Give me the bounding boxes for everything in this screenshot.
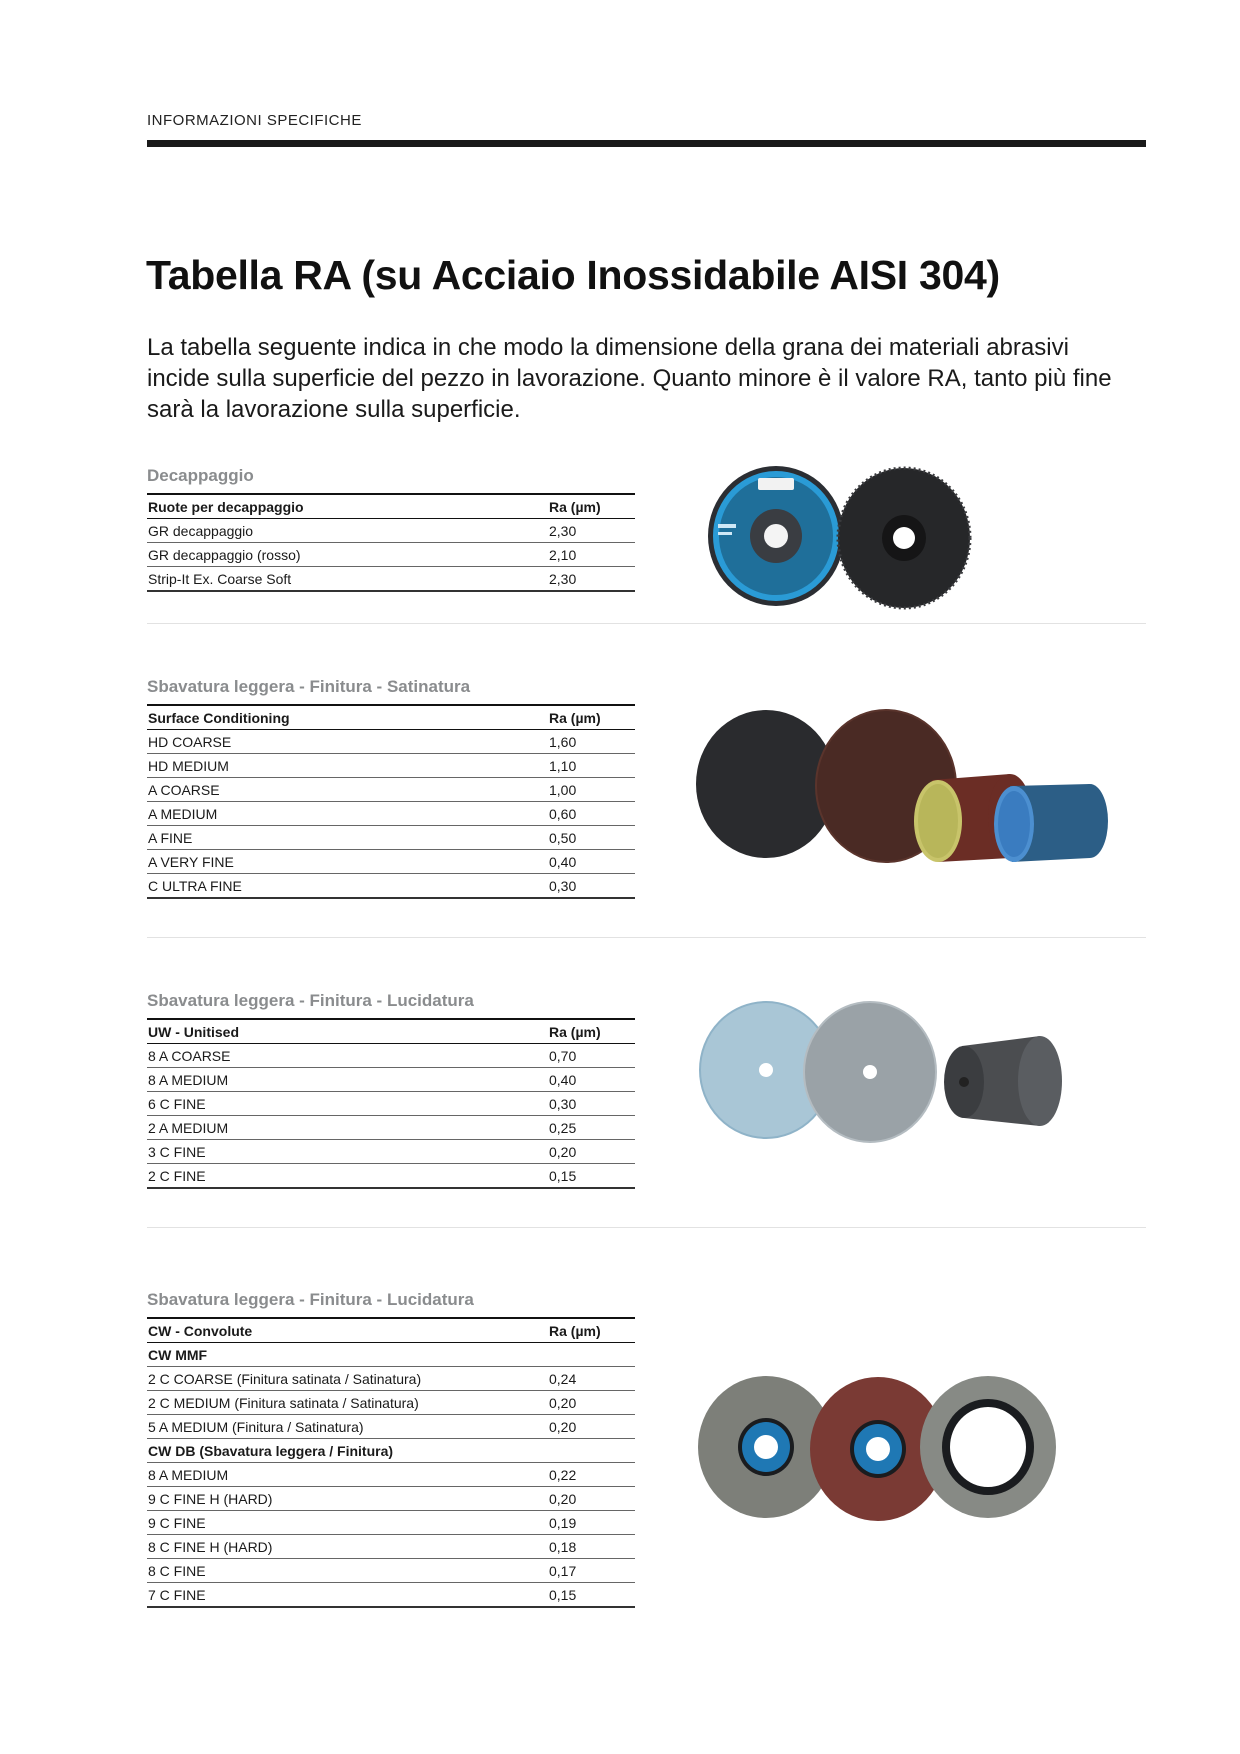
product-name: 9 C FINE H (HARD) (148, 1490, 273, 1507)
table-row (147, 778, 635, 802)
table-row (147, 730, 635, 754)
ra-value: 2,30 (549, 522, 577, 539)
ra-value: 0,18 (549, 1538, 577, 1555)
ra-table (147, 704, 635, 899)
table-subheader-row (147, 1439, 635, 1463)
product-name: 2 C COARSE (Finitura satinata / Satinatura) (148, 1370, 422, 1387)
ra-value: 0,20 (549, 1490, 577, 1507)
section-divider (147, 937, 1146, 938)
ra-value: 0,20 (549, 1394, 577, 1411)
header-label: INFORMAZIONI SPECIFICHE (147, 112, 362, 129)
section-divider (147, 623, 1146, 624)
ra-value: 0,30 (549, 1095, 577, 1112)
product-name: HD COARSE (148, 733, 232, 750)
subgroup-name: CW DB (Sbavatura leggera / Finitura) (148, 1442, 394, 1459)
table-row (147, 1068, 635, 1092)
ra-table (147, 1018, 635, 1189)
ra-value: 0,70 (549, 1047, 577, 1064)
product-name: 8 A MEDIUM (148, 1071, 229, 1088)
column-header-product: Ruote per decappaggio (148, 498, 304, 515)
table-row (147, 1511, 635, 1535)
ra-value: 0,40 (549, 853, 577, 870)
table-subheader-row (147, 1343, 635, 1367)
ra-value: 0,20 (549, 1143, 577, 1160)
ra-value: 0,40 (549, 1071, 577, 1088)
product-name: Strip-It Ex. Coarse Soft (148, 570, 292, 587)
table-row (147, 1487, 635, 1511)
table-row (147, 1164, 635, 1189)
ra-table (147, 1317, 635, 1608)
section-unitised (147, 991, 635, 1189)
table-row (147, 1535, 635, 1559)
product-name: 9 C FINE (148, 1514, 206, 1531)
table-row (147, 874, 635, 899)
intro-paragraph: La tabella seguente indica in che modo la dimensione della grana dei materiali abrasivi incide sulla superficie del pezzo in lavorazione. Quanto minore è il valore RA, tanto più fine sarà la lavorazione sulla superficie. (147, 334, 1112, 423)
ra-value: 0,50 (549, 829, 577, 846)
ra-value: 0,17 (549, 1562, 577, 1579)
ra-value: 0,15 (549, 1586, 577, 1603)
table-header (147, 1018, 635, 1044)
product-name: 5 A MEDIUM (Finitura / Satinatura) (148, 1418, 364, 1435)
product-name: 6 C FINE (148, 1095, 206, 1112)
table-row (147, 1140, 635, 1164)
surface-conditioning-image (692, 700, 1112, 875)
product-name: 3 C FINE (148, 1143, 206, 1160)
ra-value: 1,10 (549, 757, 577, 774)
unitised-wheels-image (692, 1000, 1112, 1145)
section-surface-conditioning (147, 677, 635, 899)
section-title: Sbavatura leggera - Finitura - Satinatura (147, 677, 471, 696)
table-row (147, 826, 635, 850)
product-name: 2 A MEDIUM (148, 1119, 229, 1136)
column-header-ra: Ra (µm) (549, 1322, 601, 1339)
column-header-ra: Ra (µm) (549, 498, 601, 515)
product-name: HD MEDIUM (148, 757, 229, 774)
column-header-product: Surface Conditioning (148, 709, 290, 726)
table-row (147, 1559, 635, 1583)
product-name: C ULTRA FINE (148, 877, 242, 894)
column-header-ra: Ra (µm) (549, 709, 601, 726)
ra-value: 0,30 (549, 877, 577, 894)
column-header-product: CW - Convolute (148, 1322, 253, 1339)
table-row (147, 802, 635, 826)
ra-value: 2,30 (549, 570, 577, 587)
product-name: A COARSE (148, 781, 220, 798)
table-row (147, 1092, 635, 1116)
section-convolute (147, 1290, 635, 1608)
table-row (147, 754, 635, 778)
product-name: 7 C FINE (148, 1586, 206, 1603)
ra-value: 1,60 (549, 733, 577, 750)
section-title: Decappaggio (147, 466, 254, 485)
section-title: Sbavatura leggera - Finitura - Lucidatura (147, 1290, 474, 1309)
table-header (147, 704, 635, 730)
table-header (147, 493, 635, 519)
table-row (147, 1415, 635, 1439)
product-name: 8 A MEDIUM (148, 1466, 229, 1483)
table-row (147, 1583, 635, 1608)
stripping-wheels-image (700, 456, 1100, 616)
product-name: A VERY FINE (148, 853, 234, 870)
table-row (147, 519, 635, 543)
ra-value: 0,20 (549, 1418, 577, 1435)
table-row (147, 567, 635, 592)
table-row (147, 1391, 635, 1415)
convolute-wheels-image (692, 1365, 1112, 1535)
table-header (147, 1317, 635, 1343)
ra-table (147, 493, 635, 592)
subgroup-name: CW MMF (148, 1346, 208, 1363)
table-row (147, 850, 635, 874)
ra-value: 0,19 (549, 1514, 577, 1531)
ra-value: 0,22 (549, 1466, 577, 1483)
page-title: Tabella RA (su Acciaio Inossidabile AISI 304) (146, 252, 1000, 298)
section-decappaggio (147, 466, 635, 592)
ra-value: 0,15 (549, 1167, 577, 1184)
section-divider (147, 1227, 1146, 1228)
column-header-product: UW - Unitised (148, 1023, 239, 1040)
product-name: 8 C FINE (148, 1562, 206, 1579)
product-name: A MEDIUM (148, 805, 218, 822)
ra-value: 0,25 (549, 1119, 577, 1136)
table-row (147, 1044, 635, 1068)
product-name: 2 C MEDIUM (Finitura satinata / Satinatura) (148, 1394, 419, 1411)
ra-value: 0,60 (549, 805, 577, 822)
product-name: GR decappaggio (rosso) (148, 546, 301, 563)
header-rule (147, 140, 1146, 147)
product-name: 2 C FINE (148, 1167, 206, 1184)
ra-value: 0,24 (549, 1370, 577, 1387)
table-row (147, 1116, 635, 1140)
section-title: Sbavatura leggera - Finitura - Lucidatura (147, 991, 474, 1010)
ra-value: 2,10 (549, 546, 577, 563)
table-row (147, 1367, 635, 1391)
product-name: 8 C FINE H (HARD) (148, 1538, 273, 1555)
product-name: GR decappaggio (148, 522, 254, 539)
ra-value: 1,00 (549, 781, 577, 798)
table-row (147, 1463, 635, 1487)
product-name: 8 A COARSE (148, 1047, 231, 1064)
product-name: A FINE (148, 829, 193, 846)
column-header-ra: Ra (µm) (549, 1023, 601, 1040)
table-row (147, 543, 635, 567)
